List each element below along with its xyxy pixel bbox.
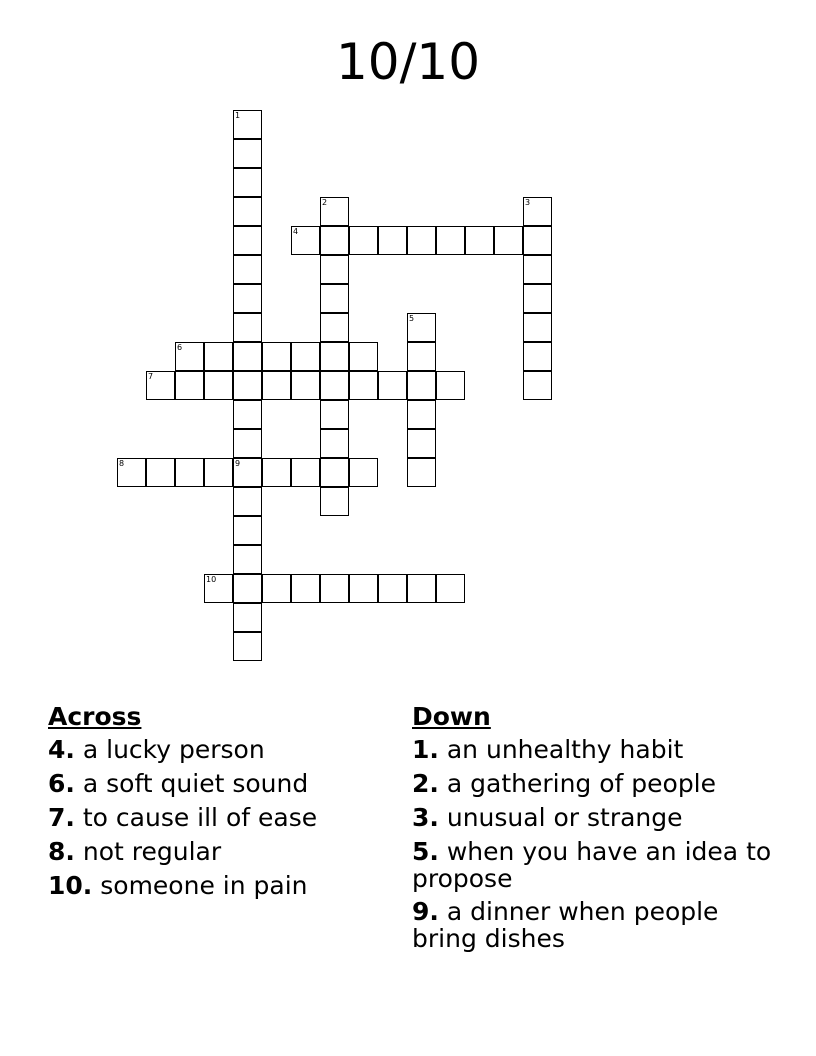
grid-cell[interactable] <box>320 342 349 371</box>
grid-cell[interactable] <box>523 255 552 284</box>
grid-cell[interactable] <box>436 226 465 255</box>
grid-cell[interactable] <box>233 487 262 516</box>
grid-cell[interactable] <box>349 342 378 371</box>
clue-number: 2. <box>412 769 439 798</box>
grid-cell[interactable] <box>378 371 407 400</box>
down-clue <box>412 838 772 892</box>
clue-number: 1. <box>412 735 439 764</box>
grid-cell[interactable] <box>175 371 204 400</box>
clue-number-label: 6 <box>177 343 183 352</box>
grid-cell[interactable] <box>523 197 552 226</box>
grid-cell[interactable] <box>291 371 320 400</box>
grid-cell[interactable] <box>320 313 349 342</box>
down-clue <box>412 804 772 832</box>
across-clue <box>48 872 378 900</box>
grid-cell[interactable] <box>175 458 204 487</box>
grid-cell[interactable] <box>262 458 291 487</box>
grid-cell[interactable] <box>436 574 465 603</box>
grid-cell[interactable] <box>262 574 291 603</box>
grid-cell[interactable] <box>523 226 552 255</box>
grid-cell[interactable] <box>204 342 233 371</box>
grid-cell[interactable] <box>407 226 436 255</box>
clue-number: 4. <box>48 735 75 764</box>
grid-cell[interactable] <box>523 313 552 342</box>
puzzle-title: 10/10 <box>335 33 481 91</box>
clue-number-label: 1 <box>235 111 241 120</box>
grid-cell[interactable] <box>407 342 436 371</box>
across-clue <box>48 770 378 798</box>
grid-cell[interactable] <box>523 284 552 313</box>
grid-cell[interactable] <box>233 603 262 632</box>
clue-text: unusual or strange <box>446 803 683 832</box>
clue-number: 8. <box>48 837 75 866</box>
grid-cell[interactable] <box>233 429 262 458</box>
grid-cell[interactable] <box>233 168 262 197</box>
clue-number-label: 7 <box>148 372 154 381</box>
grid-cell[interactable] <box>320 226 349 255</box>
grid-cell[interactable] <box>523 371 552 400</box>
clue-number: 10. <box>48 871 93 900</box>
grid-cell[interactable] <box>233 255 262 284</box>
grid-cell[interactable] <box>262 371 291 400</box>
grid-cell[interactable] <box>204 371 233 400</box>
grid-cell[interactable] <box>146 371 175 400</box>
grid-cell[interactable] <box>320 255 349 284</box>
grid-cell[interactable] <box>407 400 436 429</box>
grid-cell[interactable] <box>233 632 262 661</box>
grid-cell[interactable] <box>320 400 349 429</box>
grid-cell[interactable] <box>320 197 349 226</box>
grid-cell[interactable] <box>262 342 291 371</box>
grid-cell[interactable] <box>407 574 436 603</box>
down-clue <box>412 898 772 952</box>
grid-cell[interactable] <box>349 458 378 487</box>
clue-number-label: 3 <box>525 198 531 207</box>
across-clue <box>48 838 378 866</box>
grid-cell[interactable] <box>233 110 262 139</box>
clue-number: 5. <box>412 837 439 866</box>
down-clue <box>412 736 772 764</box>
grid-cell[interactable] <box>233 545 262 574</box>
grid-cell[interactable] <box>233 139 262 168</box>
clue-text: to cause ill of ease <box>82 803 318 832</box>
clue-number-label: 5 <box>409 314 415 323</box>
grid-cell[interactable] <box>291 226 320 255</box>
grid-cell[interactable] <box>407 371 436 400</box>
grid-cell[interactable] <box>465 226 494 255</box>
grid-cell[interactable] <box>146 458 175 487</box>
grid-cell[interactable] <box>233 574 262 603</box>
clue-number-label: 4 <box>293 227 299 236</box>
grid-cell[interactable] <box>349 371 378 400</box>
clue-text: not regular <box>82 837 222 866</box>
clue-text: someone in pain <box>100 871 308 900</box>
grid-cell[interactable] <box>117 458 146 487</box>
grid-cell[interactable] <box>349 574 378 603</box>
clue-text: a lucky person <box>82 735 265 764</box>
grid-cell[interactable] <box>407 429 436 458</box>
grid-cell[interactable] <box>291 458 320 487</box>
grid-cell[interactable] <box>436 371 465 400</box>
grid-cell[interactable] <box>349 226 378 255</box>
clue-text: a dinner when people bring dishes <box>412 897 719 953</box>
grid-cell[interactable] <box>233 371 262 400</box>
clue-number: 9. <box>412 897 439 926</box>
grid-cell[interactable] <box>378 226 407 255</box>
grid-cell[interactable] <box>233 226 262 255</box>
grid-cell[interactable] <box>233 458 262 487</box>
grid-cell[interactable] <box>204 574 233 603</box>
grid-cell[interactable] <box>378 574 407 603</box>
grid-cell[interactable] <box>291 574 320 603</box>
grid-cell[interactable] <box>233 516 262 545</box>
grid-cell[interactable] <box>233 342 262 371</box>
clue-number-label: 9 <box>235 459 241 468</box>
grid-cell[interactable] <box>523 342 552 371</box>
grid-cell[interactable] <box>320 371 349 400</box>
grid-cell[interactable] <box>407 313 436 342</box>
grid-cell[interactable] <box>233 197 262 226</box>
grid-cell[interactable] <box>233 400 262 429</box>
grid-cell[interactable] <box>320 458 349 487</box>
clue-text: an unhealthy habit <box>446 735 684 764</box>
grid-cell[interactable] <box>494 226 523 255</box>
grid-cell[interactable] <box>204 458 233 487</box>
clue-text: a gathering of people <box>446 769 717 798</box>
across-clue <box>48 804 378 832</box>
across-clues <box>48 702 378 906</box>
clue-number-label: 8 <box>119 459 125 468</box>
grid-cell[interactable] <box>320 429 349 458</box>
across-heading: Across <box>48 702 142 731</box>
clue-number: 3. <box>412 803 439 832</box>
down-clues <box>412 702 772 958</box>
grid-cell[interactable] <box>291 342 320 371</box>
down-heading: Down <box>412 702 491 731</box>
clue-number: 7. <box>48 803 75 832</box>
grid-cell[interactable] <box>175 342 204 371</box>
grid-cell[interactable] <box>320 284 349 313</box>
grid-cell[interactable] <box>320 487 349 516</box>
grid-cell[interactable] <box>233 313 262 342</box>
grid-cell[interactable] <box>233 284 262 313</box>
grid-cell[interactable] <box>407 458 436 487</box>
clue-number-label: 10 <box>206 575 217 584</box>
across-clue <box>48 736 378 764</box>
grid-cell[interactable] <box>320 574 349 603</box>
clue-text: a soft quiet sound <box>82 769 309 798</box>
clue-text: when you have an idea to propose <box>412 837 772 893</box>
clue-number: 6. <box>48 769 75 798</box>
clue-number-label: 2 <box>322 198 328 207</box>
down-clue <box>412 770 772 798</box>
